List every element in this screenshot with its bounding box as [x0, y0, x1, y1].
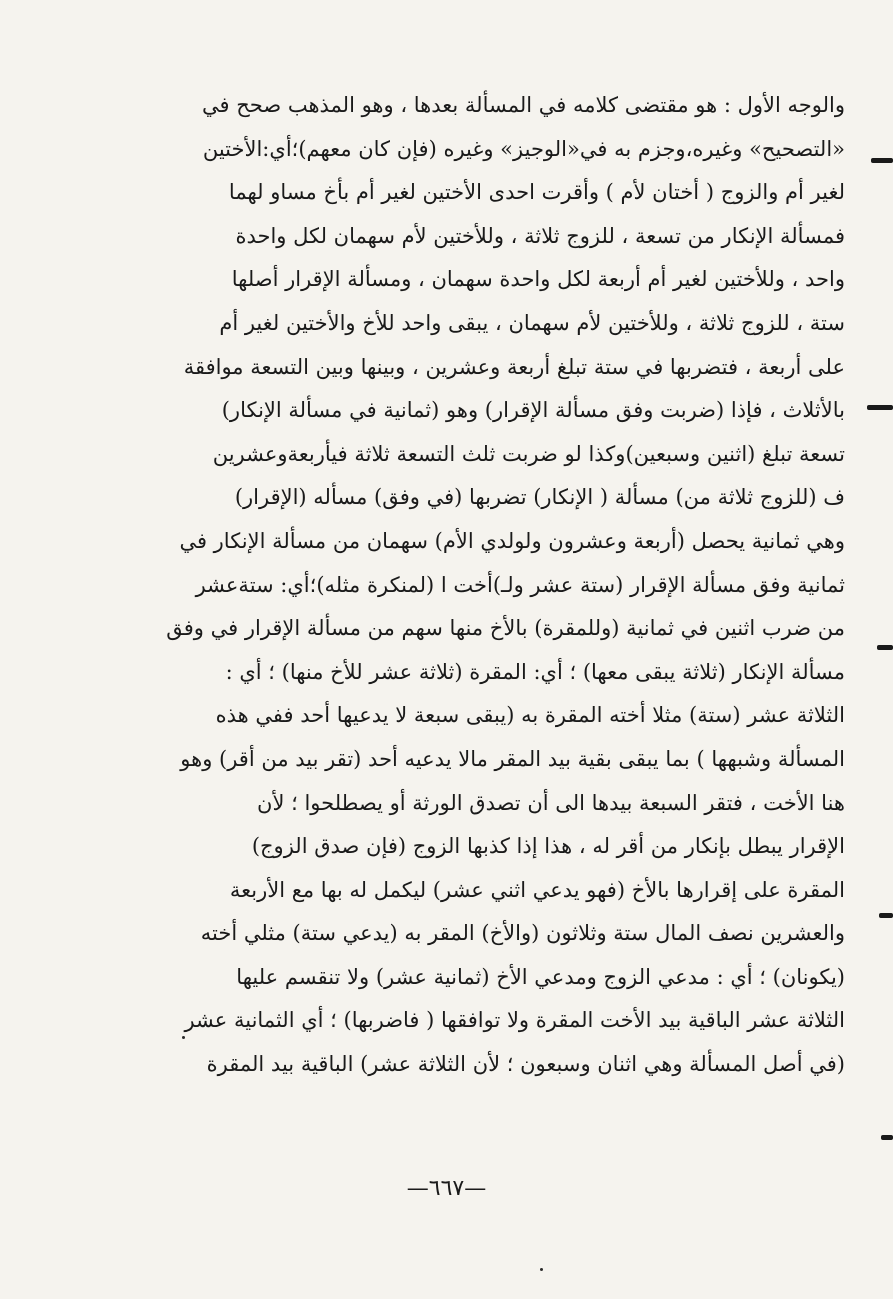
text-line-5: واحد ، وللأختين لغير أم أربعة لكل واحدة سهمان ، ومسألة الإقرار أصلها: [231, 267, 845, 292]
text-line-8: بالأثلاث ، فإذا (ضربت وفق مسألة الإقرار) وهو (ثمانية في مسألة الإنكار): [221, 398, 845, 423]
text-line-21: (يكونان) ؛ أي : مدعي الزوج ومدعي الأخ (ثمانية عشر) ولا تنقسم عليها: [236, 964, 845, 989]
text-line-12: ثمانية وفق مسألة الإقرار (ستة عشر ولـ)أخت ا (لمنكرة مثله)؛أي: ستةعشر: [195, 572, 845, 597]
text-line-20: والعشرين نصف المال ستة وثلاثون (والأخ) المقر به (يدعي ستة) مثلي أخته: [200, 921, 845, 946]
text-line-18: الإقرار يبطل بإنكار من أقر له ، هذا إذا كذبها الزوج (فإن صدق الزوج): [251, 834, 845, 859]
text-line-23: (في أصل المسألة وهي اثنان وسبعون ؛ لأن الثلاثة عشر) الباقية بيد المقرة: [206, 1052, 845, 1077]
body-text: [128, 84, 845, 1087]
text-line-19: المقرة على إقرارها بالأخ (فهو يدعي اثني عشر) ليكمل له بها مع الأربعة: [229, 877, 845, 902]
text-line-10: ف (للزوج ثلاثة من) مسألة ( الإنكار) تضربها (في وفق) مسأله (الإقرار): [234, 485, 845, 510]
text-line-3: لغير أم والزوج ( أختان لأم ) وأقرت احدى الأختين لغير أم بأخ مساو لهما: [228, 180, 845, 205]
text-line-9: تسعة تبلغ (اثنين وسبعين)وكذا لو ضربت ثلث التسعة ثلاثة فيأربعةوعشرين: [212, 441, 845, 466]
scan-edge-mark: [871, 158, 893, 163]
text-line-17: هنا الأخت ، فتقر السبعة بيدها الى أن تصدق الورثة أو يصطلحوا ؛ لأن: [257, 790, 845, 815]
text-line-14: مسألة الإنكار (ثلاثة يبقى معها) ؛ أي: المقرة (ثلاثة عشر للأخ منها) ؛ أي :: [225, 659, 845, 684]
text-line-15: الثلاثة عشر (ستة) مثلا أخته المقرة به (يبقى سبعة لا يدعيها أحد ففي هذه: [215, 703, 845, 728]
scan-speck: [540, 1268, 543, 1271]
text-line-7: على أربعة ، فتضربها في ستة تبلغ أربعة وعشرين ، وبينها وبين التسعة موافقة: [183, 354, 845, 379]
text-line-11: وهي ثمانية يحصل (أربعة وعشرون ولولدي الأم) سهمان من مسألة الإنكار في: [179, 528, 845, 553]
scan-speck: [182, 1036, 185, 1039]
text-line-22: الثلاثة عشر الباقية بيد الأخت المقرة ولا توافقها ( فاضربها) ؛ أي الثمانية عشر: [184, 1008, 845, 1033]
text-line-16: المسألة وشبهها ) بما يبقى بقية بيد المقر مالا يدعيه أحد (تقر بيد من أقر) وهو: [180, 746, 845, 771]
scan-edge-mark: [881, 1135, 893, 1140]
text-line-6: ستة ، للزوج ثلاثة ، وللأختين لأم سهمان ، يبقى واحد للأخ والأختين لغير أم: [219, 310, 845, 335]
scan-edge-mark: [867, 405, 893, 410]
text-line-4: فمسألة الإنكار من تسعة ، للزوج ثلاثة ، وللأختين لأم سهمان لكل واحدة: [235, 223, 845, 248]
scan-edge-mark: [877, 645, 893, 650]
text-line-13: من ضرب اثنين في ثمانية (وللمقرة) بالأخ منها سهم من مسألة الإقرار في وفق: [166, 616, 845, 641]
text-line-2: «التصحيح» وغيره،وجزم به في«الوجيز» وغيره (فإن كان معهم)؛أي:الأختين: [202, 136, 845, 161]
text-line-1: والوجه الأول : هو مقتضى كلامه في المسألة بعدها ، وهو المذهب صحح في: [201, 93, 845, 117]
scan-edge-mark: [879, 913, 893, 918]
page-number: —٦٦٧—: [406, 1176, 487, 1201]
